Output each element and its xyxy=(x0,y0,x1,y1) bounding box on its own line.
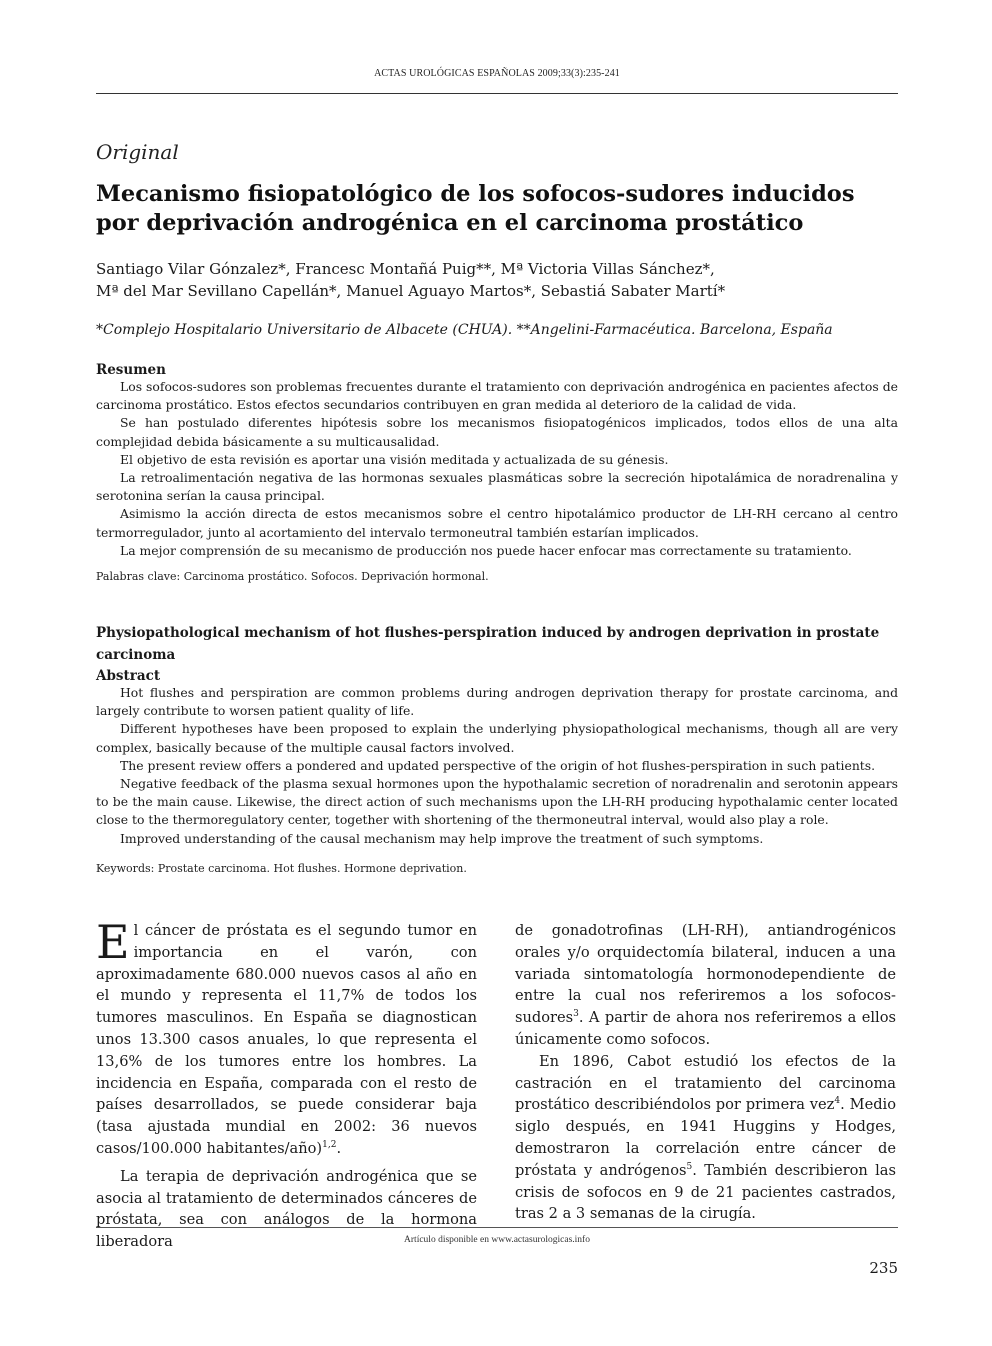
body-paragraph: En 1896, Cabot estudió los efectos de la castración en el tratamiento del carcinoma prostático describiéndolos por primera vez$^4$. Medio siglo después, en 1941 Huggins y Hodges, demostraron la correlación entre cáncer de próstata y andrógenos$^5$. También describieron las crisis de sofocos en 9 de 21 pacientes castrados, tras 2 a 3 semanas de la cirugía. xyxy=(515,1052,896,1223)
availability-note: Artículo disponible en www.actasurologicas.info xyxy=(404,1235,590,1245)
author-line-1: Santiago Vilar Gónzalez*, Francesc Montañá Puig**, Mª Victoria Villas Sánchez*, xyxy=(96,260,715,278)
citation-ref: 1,2 xyxy=(322,1140,337,1151)
author-list xyxy=(96,258,898,302)
resumen-paragraph: La mejor comprensión de su mecanismo de producción nos puede hacer enfocar mas correctamente su tratamiento. xyxy=(120,542,852,558)
author-line-2: Mª del Mar Sevillano Capellán*, Manuel Aguayo Martos*, Sebastiá Sabater Martí* xyxy=(96,282,726,300)
abstract-heading: Abstract xyxy=(96,668,161,684)
abstract-paragraph: The present review offers a pondered and updated perspective of the origin of hot flushes-perspiration in such patients. xyxy=(120,757,876,773)
abstract-paragraph: Negative feedback of the plasma sexual hormones upon the hypothalamic secretion of noradrenalin and serotonin appears to be the main cause. Likewise, the direct action of such mechanisms upon the LH-RH producing hypothalamic center located close to the thermoregulatory center, together with shortening of the thermoneutral interval, would also play a role. xyxy=(96,776,898,828)
resumen-keywords: Palabras clave: Carcinoma prostático. Sofocos. Deprivación hormonal. xyxy=(96,570,489,584)
abstract-section xyxy=(96,622,898,875)
abstract-paragraph: Hot flushes and perspiration are common problems during androgen deprivation therapy for prostate carcinoma, and largely contribute to worsen patient quality of life. xyxy=(96,685,898,719)
resumen-section xyxy=(96,362,898,583)
resumen-body xyxy=(96,378,898,560)
affiliation: *Complejo Hospitalario Universitario de Albacete (CHUA). **Angelini-Farmacéutica. Barcelona, España xyxy=(96,322,833,338)
section-label: Original xyxy=(96,140,179,164)
resumen-heading: Resumen xyxy=(96,362,166,378)
page-number: 235 xyxy=(869,1259,898,1277)
body-paragraph: de gonadotrofinas (LH-RH), antiandrogénicos orales y/o orquidectomía bilateral, inducen a una variada sintomatología hormonodependiente de entre la cual nos referiremos a los sofocos-sudores$^3$. A partir de ahora nos referiremos a ellos únicamente como sofocos. xyxy=(515,922,896,1048)
citation-ref: 3 xyxy=(573,1009,579,1020)
header-rule xyxy=(96,93,898,94)
abstract-paragraph: Different hypotheses have been proposed to explain the underlying physiopathological mechanisms, though all are very complex, basically because of the multiple causal factors involved. xyxy=(96,721,898,755)
article-title: Mecanismo fisiopatológico de los sofocos-sudores inducidos por deprivación androgénica en el carcinoma prostático xyxy=(96,181,855,236)
citation-ref: 4 xyxy=(834,1096,841,1107)
drop-cap: E xyxy=(96,915,130,969)
journal-header: ACTAS UROLÓGICAS ESPAÑOLAS 2009;33(3):235-241 xyxy=(374,68,620,79)
body-paragraph: El cáncer de próstata es el segundo tumor en importancia en el varón, con aproximadamente 680.000 nuevos casos al año en el mundo y representa el 11,7% de todos los tumores masculinos. En España se diagnostican unos 13.300 casos anuales, lo que representa el 13,6% de los tumores entre los hombres. La incidencia en España, comparada con el resto de países desarrollados, se puede considerar baja (tasa ajustada mundial en 2002: 36 nuevos casos/100.000 habitantes/año)$^{1,2}$. xyxy=(96,915,477,1157)
body-column-right xyxy=(515,920,896,1225)
abstract-paragraph: Improved understanding of the causal mechanism may help improve the treatment of such symptoms. xyxy=(120,830,764,846)
resumen-paragraph: Los sofocos-sudores son problemas frecuentes durante el tratamiento con deprivación androgénica en pacientes afectos de carcinoma prostático. Estos efectos secundarios contribuyen en gran medida al deterioro de la calidad de vida. xyxy=(96,379,898,413)
body-column-left xyxy=(96,915,477,1253)
citation-ref: 5 xyxy=(686,1161,693,1172)
abstract-keywords: Keywords: Prostate carcinoma. Hot flushes. Hormone deprivation. xyxy=(96,861,467,875)
abstract-body xyxy=(96,684,898,848)
resumen-paragraph: Se han postulado diferentes hipótesis sobre los mecanismos fisiopatogénicos implicados, todos ellos de una alta complejidad debida básicamente a su multicausalidad. xyxy=(96,415,898,449)
footer-rule xyxy=(96,1227,898,1228)
resumen-paragraph: Asimismo la acción directa de estos mecanismos sobre el centro hipotalámico productor de LH-RH cercano al centro termorregulador, junto al acortamiento del intervalo termoneutral también estarían implicados. xyxy=(96,506,898,540)
body-paragraph: La terapia de deprivación androgénica que se asocia al tratamiento de determinados cánceres de próstata, sea con análogos de la hormona liberadora xyxy=(96,1167,477,1251)
resumen-paragraph: El objetivo de esta revisión es aportar una visión meditada y actualizada de su génesis. xyxy=(120,451,669,467)
resumen-paragraph: La retroalimentación negativa de las hormonas sexuales plasmáticas sobre la secreción hipotalámica de noradrenalina y serotonina serían la causa principal. xyxy=(96,470,898,504)
english-title: Physiopathological mechanism of hot flushes-perspiration induced by androgen deprivation in prostate carcinoma xyxy=(96,625,880,663)
